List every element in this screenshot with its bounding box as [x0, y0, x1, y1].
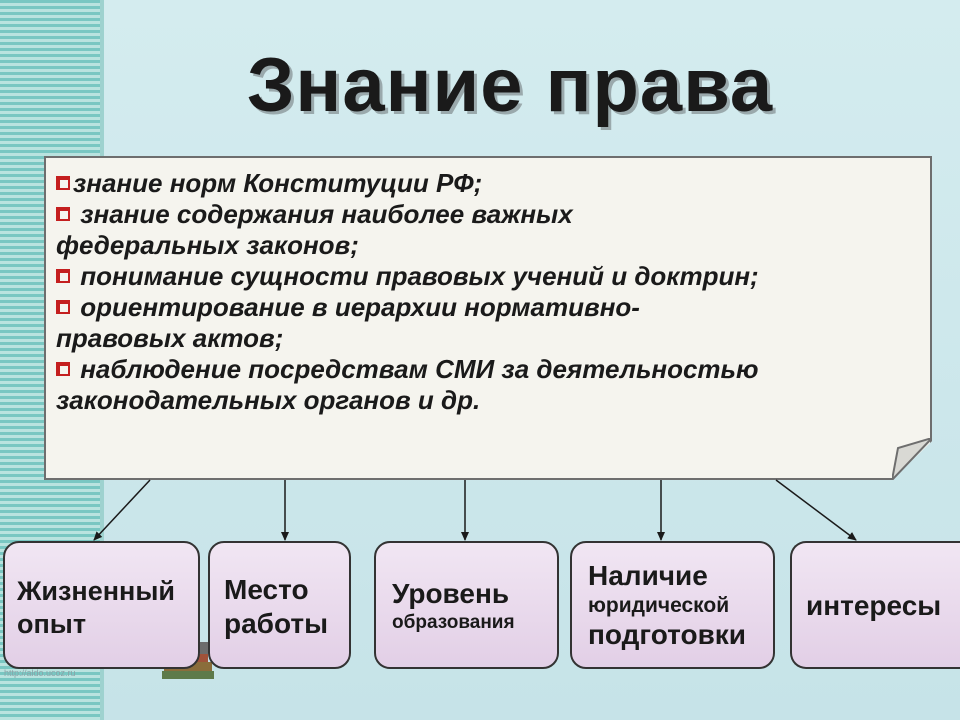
factor-box-legal-training: Наличие юридической подготовки — [570, 541, 775, 669]
slide-title: Знание права — [246, 43, 774, 128]
list-item: наблюдение посредствам СМИ за деятельностью законодательных органов и др. — [56, 354, 759, 415]
list-item: знание норм Конституции РФ; — [56, 168, 936, 199]
arrow-5 — [776, 480, 856, 540]
factor-box-life-experience: Жизненный опыт — [3, 541, 200, 669]
arrow-1 — [94, 480, 150, 540]
list-item: ориентирование в иерархии нормативно- правовых актов; — [56, 292, 640, 353]
factor-box-workplace: Место работы — [208, 541, 351, 669]
factor-box-interests: интересы — [790, 541, 960, 669]
factor-box-education-level: Уровень образования — [374, 541, 559, 669]
list-item: знание содержания наиболее важных федеральных законов; — [56, 199, 573, 260]
watermark: http://aldo.ucoz.ru — [4, 668, 76, 678]
list-item: понимание сущности правовых учений и доктрин; — [56, 261, 936, 292]
